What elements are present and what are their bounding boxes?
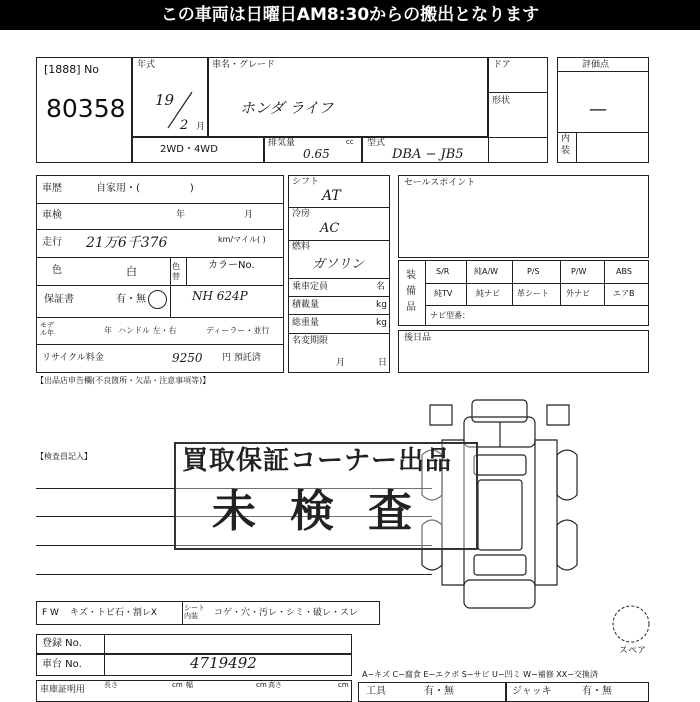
dealer-label: ディーラー・並行 <box>206 326 270 335</box>
lot-mark: [1888] No <box>44 63 100 76</box>
spec-line-6 <box>288 333 390 334</box>
inspector-line-4 <box>36 574 432 575</box>
chassis-value: 4719492 <box>190 654 257 672</box>
grade-divider <box>557 71 649 72</box>
spare-label: スペア <box>619 646 647 656</box>
color-label: 色 <box>52 265 62 276</box>
transfer-day: 日 <box>378 358 388 368</box>
cert-cm-2: cm <box>256 681 267 689</box>
jack-value: 有・無 <box>582 686 612 697</box>
cert-length: 長さ <box>104 681 118 689</box>
inspection-month-unit: 月 <box>244 210 254 220</box>
name-label: 車名・グレード <box>212 60 276 70</box>
interior-divider <box>557 132 649 133</box>
row-line-3 <box>36 257 284 258</box>
gross-unit: kg <box>376 318 387 328</box>
load-unit: kg <box>376 300 387 310</box>
cc-unit: cc <box>346 138 354 146</box>
equip-hline-2 <box>425 305 649 306</box>
year-label: 年式 <box>137 60 156 70</box>
displacement-value: 0.65 <box>303 147 330 161</box>
color-split-2 <box>186 257 187 285</box>
recycle-label: リサイクル料金 <box>42 353 104 363</box>
cert-cm-1: cm <box>172 681 183 689</box>
model-value: DBA − JB5 <box>392 147 464 162</box>
equip-abs: ABS <box>616 267 632 276</box>
equip-vline-2 <box>512 260 513 305</box>
reg-split <box>104 634 105 654</box>
sales-point-label: セールスポイント <box>404 178 476 188</box>
inspection-label: 車検 <box>42 210 62 221</box>
gross-label: 総重量 <box>292 318 320 328</box>
displacement-label: 排気量 <box>268 138 296 148</box>
spec-line-3 <box>288 278 390 279</box>
spec-line-4 <box>288 296 390 297</box>
equip-ext-navi: 外ナビ <box>566 289 590 298</box>
jack-label: ジャッキ <box>512 686 552 697</box>
equip-vline-4 <box>604 260 605 305</box>
equipment-label: 装備品 <box>406 270 416 313</box>
warranty-value: 有・無 <box>116 294 146 305</box>
capacity-unit: 名 <box>376 282 386 292</box>
fuel-label: 燃料 <box>292 242 311 252</box>
history-value: 自家用・( ) <box>96 183 194 194</box>
color-no-label: カラーNo. <box>208 260 255 271</box>
grade-value: — <box>589 99 607 120</box>
transfer-label: 名変期限 <box>292 336 329 346</box>
damage-legend: A−キズ C−腐食 E−エクボ S−サビ U−凹ミ W−補修 XX−交換済 <box>362 670 598 679</box>
color-split <box>170 257 171 317</box>
grade-label: 評価点 <box>582 60 610 70</box>
row-line-5 <box>36 317 284 318</box>
chassis-label: 車台 No. <box>42 659 82 670</box>
row-line-4 <box>36 285 284 286</box>
ac-value: AC <box>320 221 340 236</box>
chassis-split <box>104 654 105 676</box>
row-line-2 <box>36 229 284 230</box>
shift-label: シフト <box>292 177 320 187</box>
equip-hline-1 <box>425 283 649 284</box>
drive-label: 2WD・4WD <box>160 144 218 155</box>
notes-box <box>398 330 649 373</box>
door-label: ドア <box>493 60 511 70</box>
fw-value: キズ・トビ石・割レX <box>70 608 157 618</box>
equip-vline-1 <box>466 260 467 305</box>
model-year-label: モデル年 <box>40 321 54 337</box>
lot-number: 80358 <box>46 94 126 123</box>
mileage-value: 21万6千376 <box>86 235 168 251</box>
ac-label: 冷房 <box>292 209 311 219</box>
handle-label: ハンドル 左・右 <box>118 326 177 335</box>
shape-label: 形状 <box>492 96 511 106</box>
stamp-top-text: 買取保証コーナー出品 <box>182 446 453 476</box>
mileage-unit: km/マイル( ) <box>218 235 266 244</box>
shift-value: AT <box>322 188 341 204</box>
fw-split <box>182 601 183 625</box>
door-divider <box>488 92 548 93</box>
cert-cm-3: cm <box>338 681 349 689</box>
model-year-suffix: 年 <box>104 326 112 335</box>
history-label: 車歴 <box>42 183 62 194</box>
cert-height: 高さ <box>268 681 282 689</box>
month-unit: 月 <box>196 122 206 132</box>
fuel-value: ガソリン <box>312 257 365 272</box>
year-value: 19 <box>155 91 175 109</box>
cert-width: 幅 <box>186 681 193 689</box>
navi-label: ナビ型番： <box>430 311 470 320</box>
color-no-value: NH 624P <box>192 289 248 303</box>
spare-tire-icon <box>610 603 652 645</box>
stamp-bottom-text: 未検査 <box>212 486 446 537</box>
equip-pw: P/W <box>571 267 587 276</box>
month-value: 2 <box>180 118 189 133</box>
recycle-unit: 円 預託済 <box>222 353 261 363</box>
row-line-6 <box>36 344 284 345</box>
row-line-1 <box>36 203 284 204</box>
car-name: ホンダ ライフ <box>240 99 334 117</box>
tools-value: 有・無 <box>424 686 454 697</box>
equip-aw: 純A/W <box>474 267 499 276</box>
spec-line-5 <box>288 314 390 315</box>
color-change: 色替 <box>172 262 180 281</box>
spec-line-2 <box>288 240 390 241</box>
equip-tv: 純TV <box>434 289 453 298</box>
store-report-label: 【出品店申告欄(不良箇所・欠品・注意事項等)】 <box>36 376 211 385</box>
registration-row <box>36 634 352 654</box>
recycle-value: 9250 <box>172 351 203 365</box>
seat-label: シート内装 <box>184 604 205 620</box>
fw-label: F W <box>42 608 59 618</box>
equip-vline-3 <box>560 260 561 305</box>
seat-value: コゲ・穴・汚レ・シミ・破レ・スレ <box>214 608 359 618</box>
equip-leather: 革シート <box>517 289 549 298</box>
capacity-label: 乗車定員 <box>292 282 329 292</box>
transfer-month: 月 <box>336 358 346 368</box>
equip-navi: 純ナビ <box>476 289 500 298</box>
registration-label: 登録 No. <box>42 638 82 649</box>
model-label: 型式 <box>367 138 386 148</box>
equip-sr: S/R <box>436 267 450 276</box>
interior-vline <box>576 132 577 163</box>
warranty-label: 保証書 <box>44 294 74 305</box>
cert-label: 車庫証明用 <box>40 685 86 695</box>
inspection-year-unit: 年 <box>176 210 186 220</box>
color-value: 白 <box>126 265 137 278</box>
pickup-notice-banner: この車両は日曜日AM8:30からの搬出となります <box>0 0 700 30</box>
equip-airbag: エアB <box>613 289 635 298</box>
inspector-label: 【検査員記入】 <box>36 452 92 461</box>
load-label: 積載量 <box>292 300 320 310</box>
equip-ps: P/S <box>527 267 540 276</box>
notes-label: 後日品 <box>404 333 432 343</box>
spec-line-1 <box>288 207 390 208</box>
warranty-none-circle <box>148 290 167 309</box>
mileage-label: 走行 <box>42 237 62 248</box>
interior-label: 内装 <box>561 134 571 156</box>
tools-label: 工具 <box>366 686 386 697</box>
equip-vline-0 <box>425 260 426 326</box>
